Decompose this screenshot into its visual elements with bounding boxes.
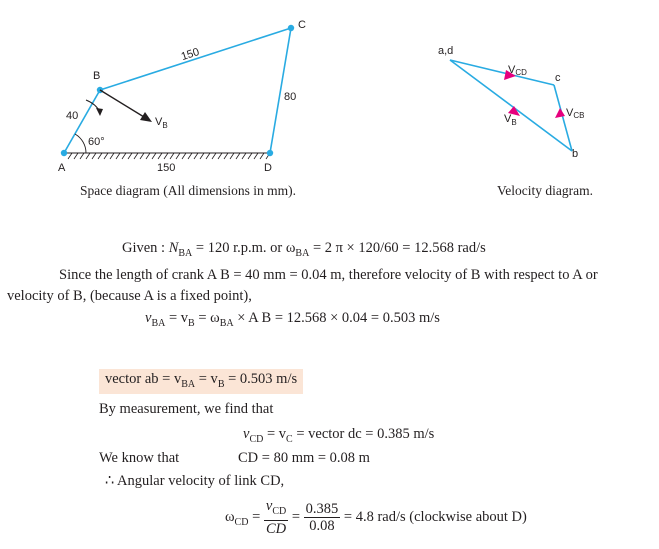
fraction-vcd-cd: $\frac{v_{CD}}{CD}$	[265, 498, 287, 537]
vcb-arrow-head	[555, 108, 565, 118]
hatch-line	[242, 153, 246, 159]
given-line: Given : $N_{BA} = 120$ r.p.m. or $\omega_{BA} = 2$ π × 120/60 = 12.568 rad/s	[122, 240, 486, 259]
vb-arrow	[100, 90, 144, 117]
joint-a	[61, 150, 67, 156]
hatch-line	[248, 153, 252, 159]
hatch-line	[224, 153, 228, 159]
hatch-line	[140, 153, 144, 159]
equation-vba: $v_{BA} = v_B = \omega_{BA} \times A$ B = 12.568 × 0.04 = 0.503 m/s	[145, 310, 440, 329]
hatch-line	[152, 153, 156, 159]
point-label-c: c	[555, 72, 561, 84]
hatch-line	[212, 153, 216, 159]
hatch-line	[134, 153, 138, 159]
hatch-line	[236, 153, 240, 159]
hatch-line	[68, 153, 72, 159]
space-diagram-caption: Space diagram (All dimensions in mm).	[80, 183, 296, 198]
point-label-b: B	[93, 70, 101, 82]
cd-equation: CD = 80 mm = 0.08 m	[238, 450, 370, 466]
hatch-line	[200, 153, 204, 159]
hatch-line	[80, 153, 84, 159]
vcd-label: VCD	[508, 64, 527, 77]
hatch-line	[230, 153, 234, 159]
hatch-line	[116, 153, 120, 159]
velocity-diagram	[420, 30, 620, 180]
we-know-line: We know that	[99, 450, 180, 466]
hatch-line	[188, 153, 192, 159]
equation-vcd: $v_{CD} = v_C$ = vector dc = 0.385 m/s	[243, 426, 435, 445]
since-line-1: Since the length of crank A B = 40 mm = 0.04 m, therefore velocity of B with respect to A or	[59, 267, 598, 283]
hatch-line	[104, 153, 108, 159]
hatch-line	[110, 153, 114, 159]
dim-ab: 40	[66, 110, 79, 122]
hatch-line	[218, 153, 222, 159]
angle-arc	[75, 134, 86, 153]
hatch-line	[86, 153, 90, 159]
vb-label: $V_B$	[155, 116, 168, 130]
dim-bc: 150	[179, 46, 201, 64]
vector-ab-highlight: vector ab = $v_{BA} = v_B = 0.503$ m/s	[99, 369, 303, 394]
hatch-line	[128, 153, 132, 159]
hatch-line	[92, 153, 96, 159]
hatch-line	[158, 153, 162, 159]
point-label-d: D	[264, 162, 272, 174]
hatch-line	[254, 153, 258, 159]
therefore-line: ∴ Angular velocity of link CD,	[105, 473, 285, 489]
dim-ad: 150	[157, 162, 176, 174]
angle-label: 60°	[88, 136, 105, 148]
hatch-line	[98, 153, 102, 159]
since-line-2: velocity of B, (because A is a fixed point),	[7, 288, 252, 304]
joint-c	[288, 25, 294, 31]
hatch-line	[182, 153, 186, 159]
hatch-line	[260, 153, 264, 159]
hatch-line	[74, 153, 78, 159]
vb-label: $V_B$	[504, 113, 517, 127]
point-label-b: b	[572, 148, 579, 160]
point-label-a: A	[58, 162, 66, 174]
by-measurement-line: By measurement, we find that	[99, 401, 274, 417]
hatch-line	[206, 153, 210, 159]
hatch-line	[194, 153, 198, 159]
omega-cd-equation: $\omega_{CD}$ = $\frac{v_{CD}}{CD}$ = $\frac{0.385}{0.08}$ = 4.8 rad/s (clockwise about D)	[225, 498, 527, 537]
vcb-label: VCB	[566, 107, 585, 120]
vb-arrow-head	[140, 112, 152, 122]
dim-cd: 80	[284, 91, 297, 103]
point-label-ad: a,d	[438, 45, 454, 57]
joint-d	[267, 150, 273, 156]
point-label-c: C	[298, 19, 306, 31]
rotation-arrow-head	[96, 108, 103, 116]
ground-hatching	[64, 153, 270, 159]
hatch-line	[164, 153, 168, 159]
fraction-values: $\frac{0.385}{0.08}$	[305, 501, 339, 534]
hatch-line	[122, 153, 126, 159]
hatch-line	[146, 153, 150, 159]
velocity-diagram-caption: Velocity diagram.	[497, 183, 593, 198]
hatch-line	[170, 153, 174, 159]
hatch-line	[176, 153, 180, 159]
space-diagram	[0, 0, 340, 210]
